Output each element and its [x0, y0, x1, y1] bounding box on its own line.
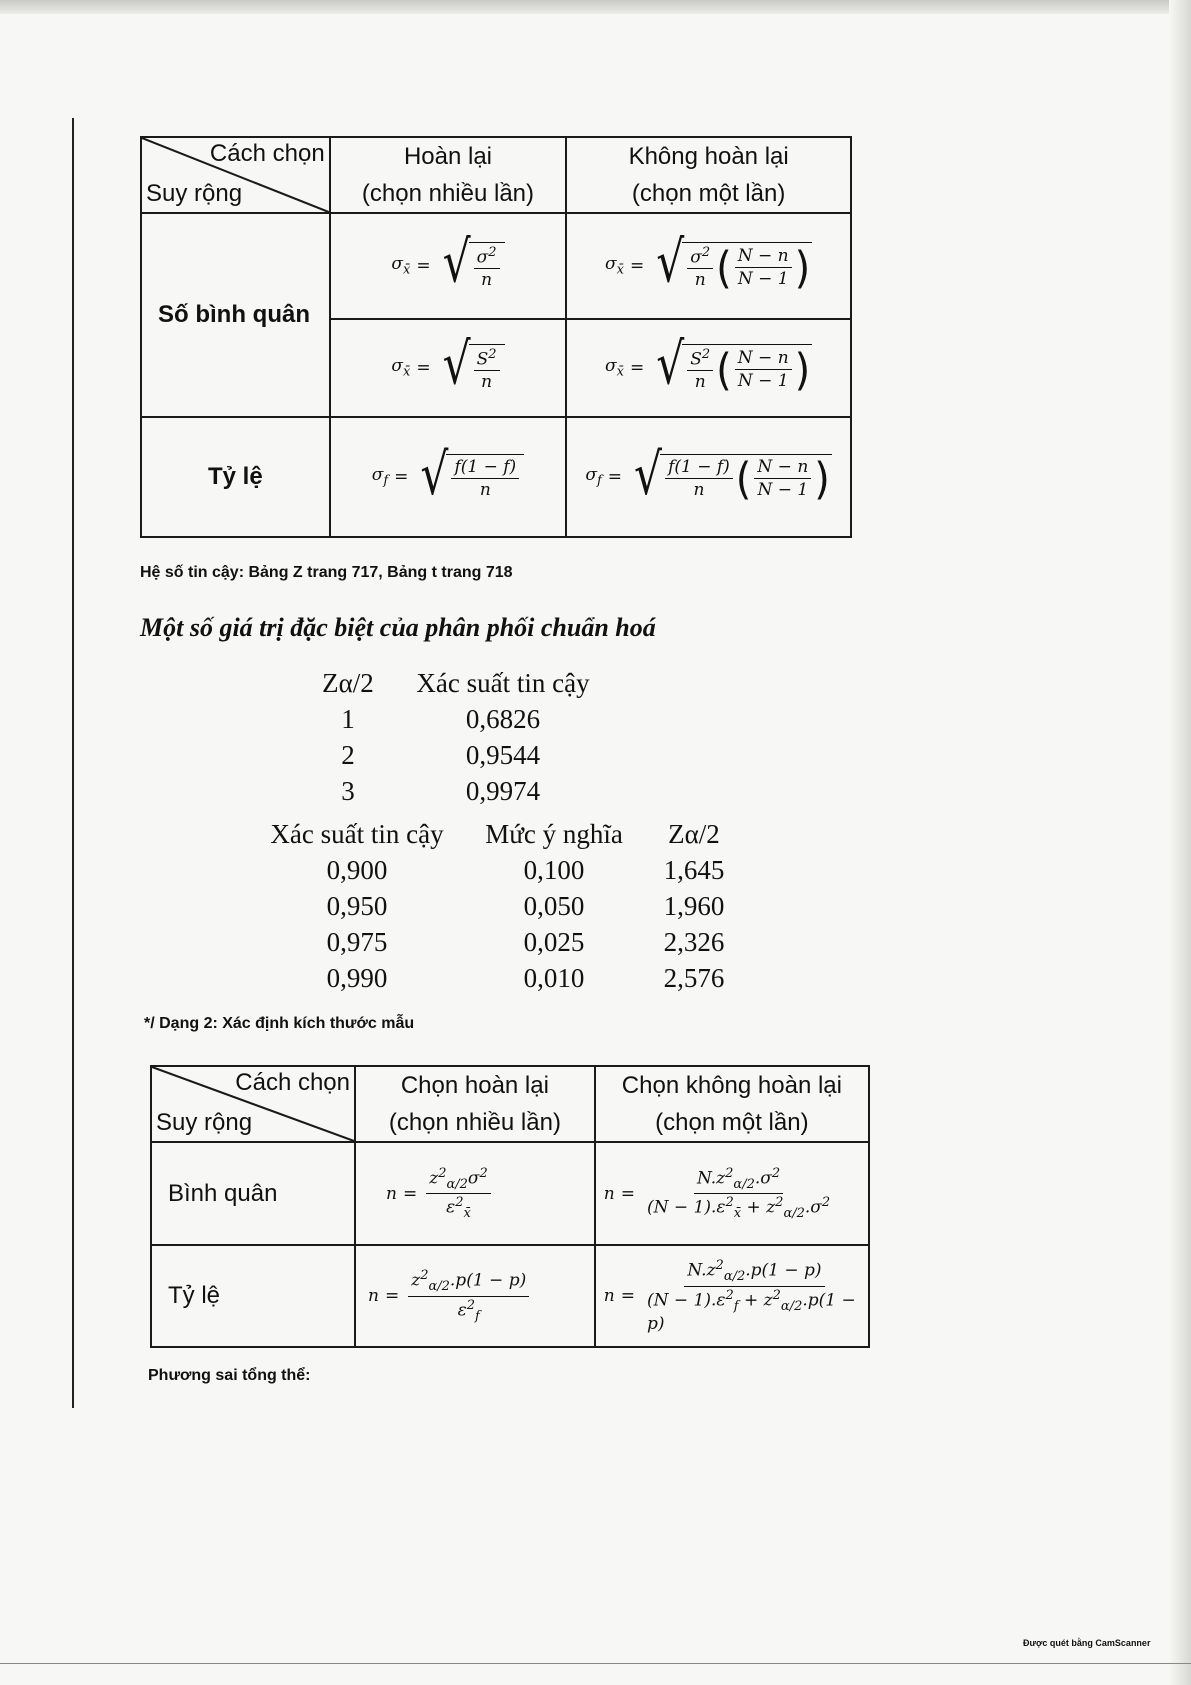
table2-header-method: Cách chọn	[235, 1069, 351, 1096]
confidence-coefficient-note: Hệ số tin cậy: Bảng Z trang 717, Bảng t trang 718	[140, 564, 513, 581]
sample-size-table	[150, 1065, 870, 1348]
table-row: 0,950 0,050 1,960	[326, 891, 725, 921]
formula-sample-ratio-no-replacement: n = $\frac{N.z^2_{\alpha/2}.p(1 - p)}{(N - 1).\varepsilon^2_f + z^2_{\alpha/2}.p(1 - p)}$	[595, 1245, 869, 1347]
table2-header-replacement: Chọn hoàn lại (chọn nhiều lần)	[355, 1066, 595, 1142]
formula-sample-mean-no-replacement: n = $\frac{N.z^2_{\alpha/2}.\sigma^2}{(N - 1).\varepsilon^2_{x̄} + z^2_{\alpha/2}.\sigma^2}$	[595, 1142, 869, 1245]
table-row: 3 0,9974	[341, 776, 541, 806]
formula-ratio-replacement: $\sigma_f$ = √ $\frac{f(1 - f)}{n}$	[330, 417, 567, 537]
z-table-2-header	[250, 816, 744, 852]
table1-header-replacement: Hoàn lại (chọn nhiều lần)	[330, 137, 567, 213]
table1-header-generalization: Suy rộng	[146, 180, 243, 207]
formula-mean-no-replacement-s: $\sigma_{x̄}$ = √ $\frac{S^2}{n}$ ( $\frac{N - n}{N - 1}$ )	[566, 319, 851, 417]
z-table-1-header-z: Zα/2	[322, 668, 374, 698]
table1-header-method: Cách chọn	[209, 140, 325, 167]
table2-diagonal-header	[151, 1066, 355, 1142]
camscanner-watermark: Được quét bằng CamScanner	[1023, 1638, 1151, 1648]
scan-bottom-edge	[0, 1663, 1191, 1664]
margin-line	[72, 118, 74, 1408]
section-heading: Một số giá trị đặc biệt của phân phối chuẩn hoá	[140, 613, 656, 642]
scan-top-edge	[0, 0, 1191, 14]
table1-row-ratio-label: Tỷ lệ	[141, 417, 330, 537]
table1-header-no-replacement: Không hoàn lại (chọn một lần)	[566, 137, 851, 213]
table2-row-ratio-label: Tỷ lệ	[151, 1245, 355, 1347]
formula-mean-replacement-s: $\sigma_{x̄}$ = √ $\frac{S^2}{n}$	[330, 319, 567, 417]
scan-right-edge	[1169, 0, 1191, 1685]
table-row: 0,975 0,025 2,326	[326, 927, 725, 957]
formula-sample-mean-replacement: n = $\frac{z^2_{\alpha/2}\sigma^2}{\varepsilon^2_{x̄}}$	[355, 1142, 595, 1245]
formula-ratio-no-replacement: $\sigma_f$ = √ $\frac{f(1 - f)}{n}$ ( $\frac{N - n}{N - 1}$ )	[566, 417, 851, 537]
formula-sample-ratio-replacement: n = $\frac{z^2_{\alpha/2}.p(1 - p)}{\varepsilon^2_f}$	[355, 1245, 595, 1347]
z-table-1	[303, 665, 613, 809]
table-row: 1 0,6826	[341, 704, 541, 734]
table1-row-mean-label: Số bình quân	[141, 213, 330, 417]
z-table-2-header-significance: Mức ý nghĩa	[485, 819, 623, 849]
table2-header-generalization: Suy rộng	[156, 1109, 253, 1136]
formula-mean-no-replacement-sigma: $\sigma_{x̄}$ = √ $\frac{\sigma^2}{n}$ ( $\frac{N - n}{N - 1}$ )	[566, 213, 851, 319]
table-row: 0,900 0,100 1,645	[326, 855, 725, 885]
z-table-2-header-z: Zα/2	[668, 819, 720, 849]
table-row: 2 0,9544	[341, 740, 541, 770]
table1-diagonal-header	[141, 137, 330, 213]
table2-row-mean-label: Bình quân	[151, 1142, 355, 1245]
z-table-2-header-prob: Xác suất tin cậy	[270, 819, 444, 849]
z-table-1-header-prob: Xác suất tin cậy	[416, 668, 590, 698]
formula-mean-replacement-sigma: $\sigma_{x̄}$ = √ $\frac{\sigma^2}{n}$	[330, 213, 567, 319]
table2-header-no-replacement: Chọn không hoàn lại (chọn một lần)	[595, 1066, 869, 1142]
z-table-1-header	[303, 665, 613, 701]
z-table-2	[250, 816, 744, 996]
form-2-note: */ Dạng 2: Xác định kích thước mẫu	[144, 1015, 415, 1032]
standard-error-table	[140, 136, 852, 538]
table-row: 0,990 0,010 2,576	[326, 963, 725, 993]
population-variance-note: Phương sai tổng thể:	[148, 1367, 311, 1384]
